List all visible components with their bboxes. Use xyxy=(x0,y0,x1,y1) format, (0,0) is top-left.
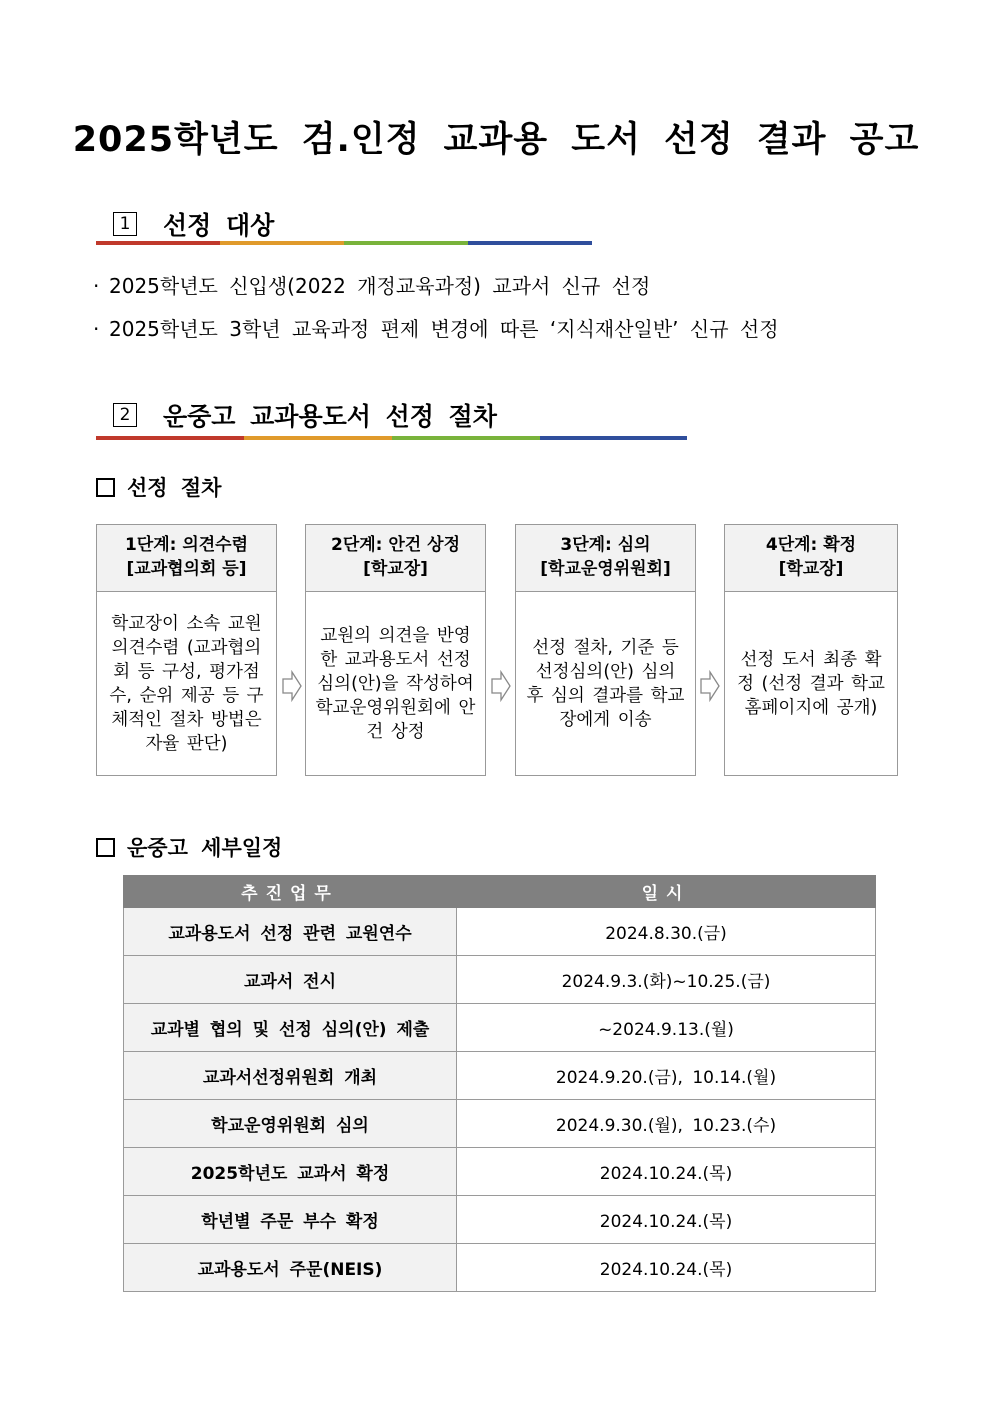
date-cell: 2024.10.24.(목) xyxy=(457,1196,876,1244)
task-cell: 학년별 주문 부수 확정 xyxy=(124,1196,457,1244)
table-row xyxy=(124,1196,876,1244)
date-cell: 2024.9.30.(월), 10.23.(수) xyxy=(457,1100,876,1148)
right-arrow-icon xyxy=(491,670,511,702)
step-box-4 xyxy=(724,524,898,776)
date-cell: 2024.10.24.(목) xyxy=(457,1148,876,1196)
section2-heading xyxy=(113,397,497,433)
section2-title: 운중고 교과용도서 선정 절차 xyxy=(163,402,497,431)
date-cell: ~2024.9.13.(월) xyxy=(457,1004,876,1052)
document-title: 2025학년도 검.인정 교과용 도서 선정 결과 공고 xyxy=(72,120,920,160)
date-cell: 2024.9.20.(금), 10.14.(월) xyxy=(457,1052,876,1100)
task-cell: 교과서선정위원회 개최 xyxy=(124,1052,457,1100)
square-bullet-icon xyxy=(96,838,115,857)
table-row xyxy=(124,1148,876,1196)
table-row xyxy=(124,1004,876,1052)
right-arrow-icon xyxy=(282,670,302,702)
section1-color-bar xyxy=(96,241,592,245)
procedure-subheading: 선정 절차 xyxy=(96,472,221,502)
section1-title: 선정 대상 xyxy=(163,211,275,240)
schedule-table xyxy=(123,875,876,1292)
step-3-header: 3단계: 심의 [학교운영위원회] xyxy=(516,525,695,592)
table-row xyxy=(124,1052,876,1100)
section1-heading xyxy=(113,206,274,242)
step-4-body: 선정 도서 최종 확정 (선정 결과 학교 홈페이지에 공개) xyxy=(737,649,885,718)
date-cell: 2024.9.3.(화)~10.25.(금) xyxy=(457,956,876,1004)
section2-number: 2 xyxy=(113,403,137,427)
task-cell: 교과용도서 선정 관련 교원연수 xyxy=(124,908,457,956)
right-arrow-icon xyxy=(700,670,720,702)
step-2-header: 2단계: 안건 상정 [학교장] xyxy=(306,525,485,592)
step-1-header: 1단계: 의견수렴 [교과협의회 등] xyxy=(97,525,276,592)
step-box-2 xyxy=(305,524,486,776)
table-row xyxy=(124,908,876,956)
square-bullet-icon xyxy=(96,478,115,497)
step-box-3 xyxy=(515,524,696,776)
table-row xyxy=(124,1244,876,1292)
section2-color-bar xyxy=(96,436,687,440)
section1-bullet-1: · 2025학년도 신입생(2022 개정교육과정) 교과서 신규 선정 xyxy=(93,274,651,298)
date-cell: 2024.10.24.(목) xyxy=(457,1244,876,1292)
step-box-1 xyxy=(96,524,277,776)
task-cell: 교과용도서 주문(NEIS) xyxy=(124,1244,457,1292)
table-header-row xyxy=(124,876,876,908)
section1-number: 1 xyxy=(113,212,137,236)
column-header-task: 추진업무 xyxy=(124,876,457,908)
task-cell: 2025학년도 교과서 확정 xyxy=(124,1148,457,1196)
step-1-body: 학교장이 소속 교원 의견수렴 (교과협의회 등 구성, 평가점수, 순위 제공 등 구체적인 절차 방법은 자율 판단) xyxy=(109,613,264,754)
task-cell: 학교운영위원회 심의 xyxy=(124,1100,457,1148)
step-2-body: 교원의 의견을 반영한 교과용도서 선정심의(안)을 작성하여 학교운영위원회에 안건 상정 xyxy=(315,625,476,742)
table-row xyxy=(124,1100,876,1148)
task-cell: 교과서 전시 xyxy=(124,956,457,1004)
date-cell: 2024.8.30.(금) xyxy=(457,908,876,956)
step-4-header: 4단계: 확정 [학교장] xyxy=(725,525,897,592)
section1-bullet-2: · 2025학년도 3학년 교육과정 편제 변경에 따른 ‘지식재산일반’ 신규 선정 xyxy=(93,317,779,341)
step-3-body: 선정 절차, 기준 등 선정심의(안) 심의 후 심의 결과를 학교장에게 이송 xyxy=(526,637,685,730)
schedule-subheading: 운중고 세부일정 xyxy=(96,832,282,862)
column-header-date: 일시 xyxy=(457,876,876,908)
task-cell: 교과별 협의 및 선정 심의(안) 제출 xyxy=(124,1004,457,1052)
table-row xyxy=(124,956,876,1004)
